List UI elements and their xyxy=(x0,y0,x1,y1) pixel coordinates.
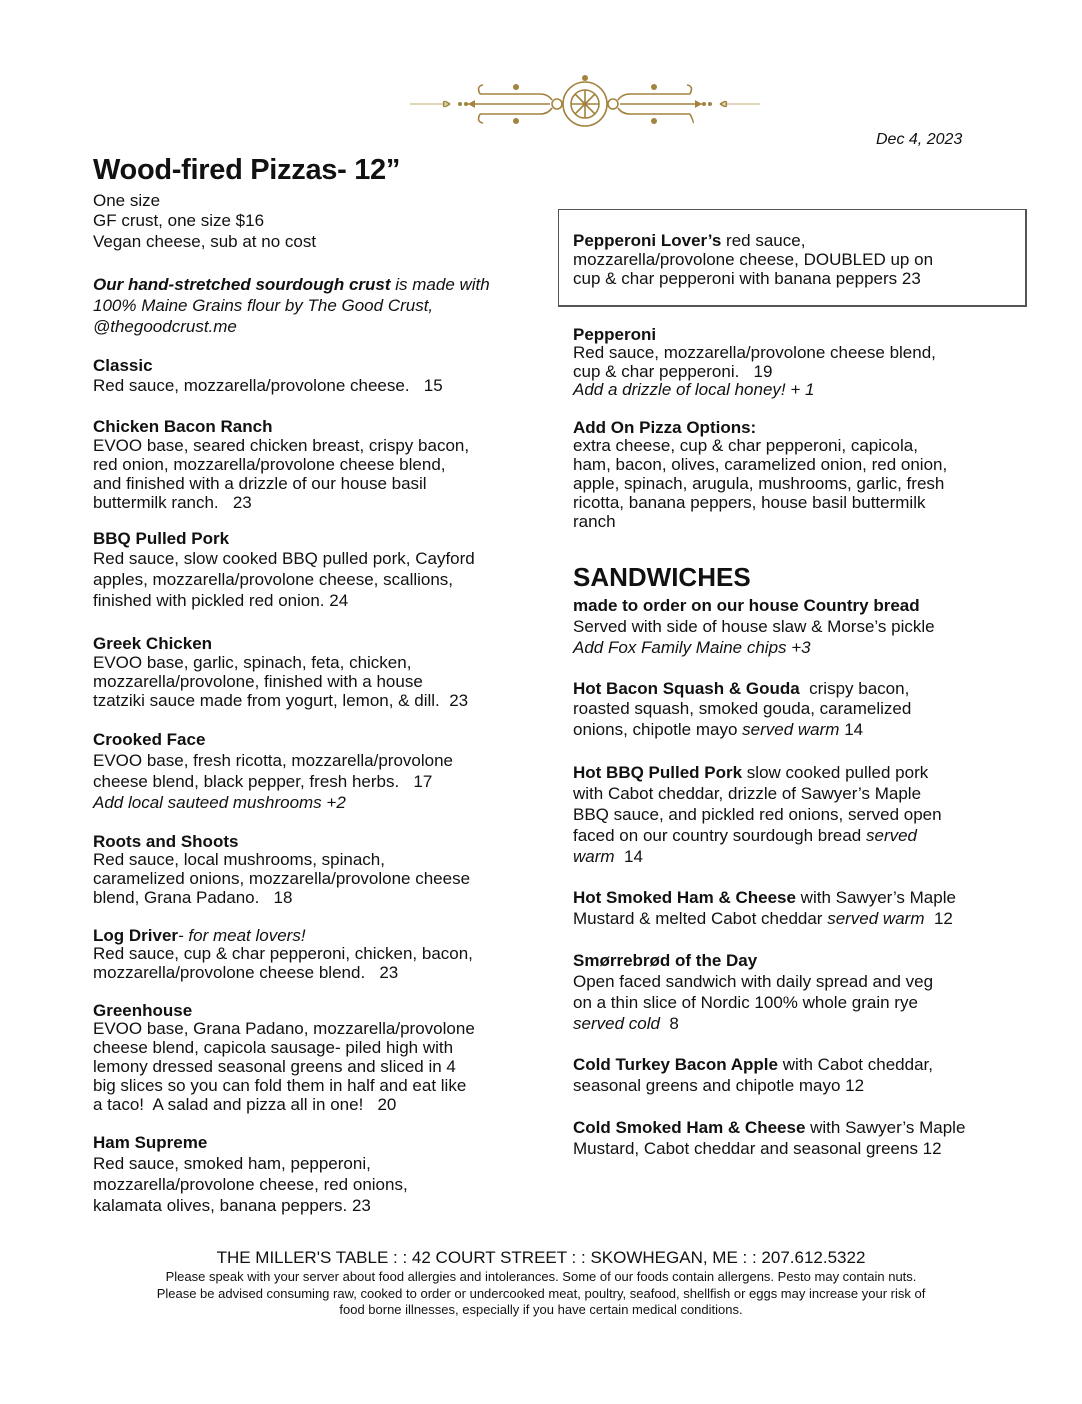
item-note: Add local sauteed mushrooms +2 xyxy=(93,792,346,812)
item-text: Red sauce, smoked ham, pepperoni, xyxy=(93,1153,371,1173)
item-title-line xyxy=(573,419,947,438)
item-description-line xyxy=(93,316,490,337)
menu-item-chicken-bacon-ranch xyxy=(93,417,469,512)
item-note: served cold xyxy=(573,1013,660,1033)
item-title-line xyxy=(93,529,475,550)
menu-item-log-driver xyxy=(93,927,473,983)
item-text: mozzarella/provolone, finished with a house xyxy=(93,671,423,691)
item-text: slow cooked pulled pork xyxy=(742,762,929,782)
item-description-line xyxy=(93,455,469,474)
item-text: EVOO base, fresh ricotta, mozzarella/provolone xyxy=(93,750,453,770)
item-description-line xyxy=(93,591,475,612)
item-description-line xyxy=(573,456,947,475)
item-text: with Sawyer’s Maple xyxy=(805,1117,966,1137)
item-text: red sauce, xyxy=(721,230,806,250)
item-description-line xyxy=(93,1039,475,1058)
item-name: Ham Supreme xyxy=(93,1132,208,1152)
item-text: on a thin slice of Nordic 100% whole grain rye xyxy=(573,992,918,1012)
item-description-line xyxy=(573,908,956,929)
item-title-line xyxy=(573,1054,933,1075)
item-text: mozzarella/provolone cheese, DOUBLED up on xyxy=(573,249,934,269)
menu-date: Dec 4, 2023 xyxy=(876,131,963,148)
item-title-line xyxy=(573,1117,965,1138)
item-text: Served with side of house slaw & Morse’s pickle xyxy=(573,616,935,636)
item-description-line xyxy=(573,804,942,825)
item-description-line xyxy=(93,870,470,889)
menu-item-bbq-pulled-pork xyxy=(93,529,475,612)
item-text: mozzarella/provolone cheese blend. 23 xyxy=(93,962,399,982)
item-text: with Sawyer’s Maple xyxy=(795,887,956,907)
item-title-line xyxy=(573,231,933,250)
item-description-line xyxy=(93,851,470,870)
item-text: tzatziki sauce made from yogurt, lemon, & dill. 23 xyxy=(93,690,469,710)
item-description-line xyxy=(573,992,933,1013)
item-description-line xyxy=(573,475,947,494)
item-name: BBQ Pulled Pork xyxy=(93,528,230,548)
item-note: Our hand-stretched sourdough crust xyxy=(93,274,391,294)
item-text: with Cabot cheddar, drizzle of Sawyer’s Maple xyxy=(573,783,922,803)
item-name: made to order on our house Country bread xyxy=(573,595,920,615)
item-text: red onion, mozzarella/provolone cheese blend, xyxy=(93,454,446,474)
menu-item-add-on-options xyxy=(573,419,947,532)
item-description-line xyxy=(573,363,936,382)
item-note: warm xyxy=(573,846,615,866)
item-name: Hot BBQ Pulled Pork xyxy=(573,762,743,782)
menu-item-crust xyxy=(93,274,490,337)
item-description-line xyxy=(573,494,947,513)
item-text: ranch xyxy=(573,511,616,531)
item-description-line xyxy=(93,1096,475,1115)
item-description-line xyxy=(573,783,942,804)
item-name: Greek Chicken xyxy=(93,633,213,653)
item-description-line xyxy=(573,269,933,288)
item-text: EVOO base, seared chicken breast, crispy bacon, xyxy=(93,435,470,455)
item-title-line xyxy=(93,356,443,376)
item-text: Mustard & melted Cabot cheddar xyxy=(573,908,828,928)
item-description-line xyxy=(93,295,490,316)
item-description-line xyxy=(573,971,933,992)
item-title-line xyxy=(93,927,473,946)
item-text: onions, chipotle mayo xyxy=(573,719,743,739)
item-text: extra cheese, cup & char pepperoni, capicola, xyxy=(573,436,918,456)
item-description-line xyxy=(93,493,469,512)
item-text: roasted squash, smoked gouda, caramelized xyxy=(573,699,912,719)
item-description-line xyxy=(93,436,469,455)
item-description-line xyxy=(93,570,475,591)
item-text: Open faced sandwich with daily spread and veg xyxy=(573,971,934,991)
item-title-line xyxy=(93,634,468,653)
item-description-line xyxy=(93,750,453,771)
item-name: Pepperoni xyxy=(573,324,657,344)
item-title-line xyxy=(93,1002,475,1021)
item-text: Red sauce, mozzarella/provolone cheese blend, xyxy=(573,343,936,363)
item-title-line xyxy=(93,833,470,852)
item-title-line xyxy=(93,1132,408,1153)
item-note: 100% Maine Grains flour by The Good Crust, xyxy=(93,295,434,315)
menu-item-crooked-face xyxy=(93,729,453,813)
menu-item-sandwich-intro xyxy=(573,595,935,658)
item-name: Chicken Bacon Ranch xyxy=(93,416,273,436)
footer-advisory-note: Please be advised consuming raw, cooked to order or undercooked meat, poultry, seafood, shellfish or eggs may increase your risk of xyxy=(156,1286,926,1301)
item-text: ricotta, banana peppers, house basil buttermilk xyxy=(573,492,926,512)
item-title-line xyxy=(93,191,316,212)
item-name: Pepperoni Lover’s xyxy=(573,230,722,250)
item-text: mozzarella/provolone cheese, red onions, xyxy=(93,1174,408,1194)
item-text: Vegan cheese, sub at no cost xyxy=(93,231,317,251)
item-title-line xyxy=(93,417,469,436)
item-description-line xyxy=(93,1077,475,1096)
item-description-line xyxy=(93,1174,408,1195)
item-title-line xyxy=(573,595,935,616)
item-note: served warm xyxy=(827,908,925,928)
item-text: cup & char pepperoni. 19 xyxy=(573,361,773,381)
item-description-line xyxy=(573,513,947,532)
item-text: EVOO base, Grana Padano, mozzarella/provolone xyxy=(93,1019,475,1039)
item-text: with Cabot cheddar, xyxy=(777,1054,933,1074)
item-text: buttermilk ranch. 23 xyxy=(93,492,252,512)
item-description-line xyxy=(573,1075,933,1096)
item-text: GF crust, one size $16 xyxy=(93,211,265,231)
item-text: 14 xyxy=(614,846,643,866)
item-description-line xyxy=(93,549,475,570)
item-description-line xyxy=(573,1138,965,1159)
item-text: Red sauce, local mushrooms, spinach, xyxy=(93,850,385,870)
item-description-line xyxy=(573,720,911,741)
item-description-line xyxy=(573,637,935,658)
item-text: and finished with a drizzle of our house basil xyxy=(93,473,427,493)
menu-item-cold-turkey-bacon-apple xyxy=(573,1054,933,1096)
item-title-line xyxy=(573,887,956,908)
menu-item-hot-bbq-pulled-pork xyxy=(573,762,942,867)
item-description-line xyxy=(93,1058,475,1077)
item-text: caramelized onions, mozzarella/provolone cheese xyxy=(93,869,471,889)
item-name: Hot Smoked Ham & Cheese xyxy=(573,887,796,907)
ornament-divider-icon xyxy=(410,72,760,130)
item-name: Add On Pizza Options: xyxy=(573,417,757,437)
item-text: big slices so you can fold them in half and eat like xyxy=(93,1075,467,1095)
menu-item-pepperoni xyxy=(573,326,936,400)
item-text: a taco! A salad and pizza all in one! 20 xyxy=(93,1094,397,1114)
item-description-line xyxy=(573,846,942,867)
item-note: Add Fox Family Maine chips +3 xyxy=(573,637,811,657)
item-note: served xyxy=(865,825,918,845)
item-description-line xyxy=(573,381,936,400)
sandwiches-heading: SANDWICHES xyxy=(573,562,751,592)
item-description-line xyxy=(93,1153,408,1174)
item-description-line xyxy=(93,376,443,396)
item-note: served warm xyxy=(742,719,840,739)
item-description-line xyxy=(573,344,936,363)
item-description-line xyxy=(93,964,473,983)
item-text: One size xyxy=(93,190,161,210)
item-text: kalamata olives, banana peppers. 23 xyxy=(93,1195,371,1215)
menu-item-cold-smoked-ham-cheese xyxy=(573,1117,965,1159)
item-description-line xyxy=(93,232,316,253)
item-title-line xyxy=(93,274,490,295)
item-name: Classic xyxy=(93,356,153,375)
item-text: ham, bacon, olives, caramelized onion, red onion, xyxy=(573,455,948,475)
item-name: Greenhouse xyxy=(93,1000,193,1020)
item-name: Log Driver xyxy=(93,925,179,945)
footer-advisory-note-cont: food borne illnesses, especially if you have certain medical conditions. xyxy=(339,1302,743,1317)
item-note: Add a drizzle of local honey! + 1 xyxy=(573,380,815,400)
menu-item-ham-supreme xyxy=(93,1132,408,1216)
item-title-line xyxy=(573,326,936,345)
item-text: Red sauce, mozzarella/provolone cheese. 15 xyxy=(93,376,443,395)
item-text: Red sauce, cup & char pepperoni, chicken, bacon, xyxy=(93,944,473,964)
item-description-line xyxy=(93,653,468,672)
item-text: 12 xyxy=(924,908,953,928)
item-text: lemony dressed seasonal greens and sliced in 4 xyxy=(93,1056,456,1076)
item-description-line xyxy=(573,699,911,720)
item-name: Hot Bacon Squash & Gouda xyxy=(573,678,800,698)
item-description-line xyxy=(93,1020,475,1039)
item-description-line xyxy=(93,889,470,908)
item-description-line xyxy=(93,691,468,710)
item-title-line xyxy=(573,950,933,971)
menu-item-roots-and-shoots xyxy=(93,833,470,908)
item-description-line xyxy=(93,672,468,691)
item-description-line xyxy=(573,1013,933,1034)
item-text: apple, spinach, arugula, mushrooms, garlic, fresh xyxy=(573,473,945,493)
item-text: 8 xyxy=(659,1013,679,1033)
item-text: cheese blend, black pepper, fresh herbs. 17 xyxy=(93,771,433,791)
item-description-line xyxy=(93,474,469,493)
item-description-line xyxy=(93,792,453,813)
item-text: cheese blend, capicola sausage- piled high with xyxy=(93,1038,454,1058)
item-text: Red sauce, slow cooked BBQ pulled pork, Cayford xyxy=(93,549,475,569)
item-name: Cold Smoked Ham & Cheese xyxy=(573,1117,806,1137)
footer-allergy-note: Please speak with your server about food allergies and intolerances. Some of our foods contain allergens. Pesto may contain nuts. xyxy=(165,1269,917,1284)
item-note: @thegoodcrust.me xyxy=(93,316,237,336)
page-title: Wood-fired Pizzas- 12” xyxy=(93,154,401,186)
item-description-line xyxy=(573,616,935,637)
item-text: BBQ sauce, and pickled red onions, served open xyxy=(573,804,942,824)
menu-item-hot-bacon-squash-gouda xyxy=(573,679,911,741)
item-text: cup & char pepperoni with banana peppers 23 xyxy=(573,268,921,288)
item-text: crispy bacon, xyxy=(799,678,910,698)
item-text: faced on our country sourdough bread xyxy=(573,825,866,845)
menu-item-intro xyxy=(93,191,316,253)
item-description-line xyxy=(93,945,473,964)
item-description-line xyxy=(573,825,942,846)
item-title-line xyxy=(573,679,911,700)
item-text: seasonal greens and chipotle mayo 12 xyxy=(573,1075,865,1095)
item-text: EVOO base, garlic, spinach, feta, chicken, xyxy=(93,652,412,672)
item-text: blend, Grana Padano. 18 xyxy=(93,887,293,907)
item-description-line xyxy=(573,250,933,269)
menu-item-greenhouse xyxy=(93,1002,475,1115)
item-name: Roots and Shoots xyxy=(93,831,239,851)
item-name: Smørrebrød of the Day xyxy=(573,950,758,970)
item-description-line xyxy=(573,437,947,456)
menu-item-greek-chicken xyxy=(93,634,468,710)
item-name: Crooked Face xyxy=(93,729,206,749)
item-description-line xyxy=(93,1195,408,1216)
item-text: finished with pickled red onion. 24 xyxy=(93,590,349,610)
menu-item-classic xyxy=(93,356,443,396)
item-text: 14 xyxy=(839,719,864,739)
item-note: - for meat lovers! xyxy=(178,925,306,945)
menu-item-pepperoni-lovers xyxy=(573,231,933,288)
item-text: apples, mozzarella/provolone cheese, scallions, xyxy=(93,570,454,590)
item-description-line xyxy=(93,771,453,792)
item-title-line xyxy=(573,762,942,783)
item-text: Mustard, Cabot cheddar and seasonal greens 12 xyxy=(573,1138,942,1158)
menu-item-hot-smoked-ham-cheese xyxy=(573,887,956,929)
menu-item-smorrebrod xyxy=(573,950,933,1034)
item-description-line xyxy=(93,211,316,232)
footer-address: THE MILLER'S TABLE : : 42 COURT STREET : : SKOWHEGAN, ME : : 207.612.5322 xyxy=(216,1248,866,1267)
item-note: is made with xyxy=(390,274,490,294)
item-name: Cold Turkey Bacon Apple xyxy=(573,1054,778,1074)
item-title-line xyxy=(93,729,453,750)
